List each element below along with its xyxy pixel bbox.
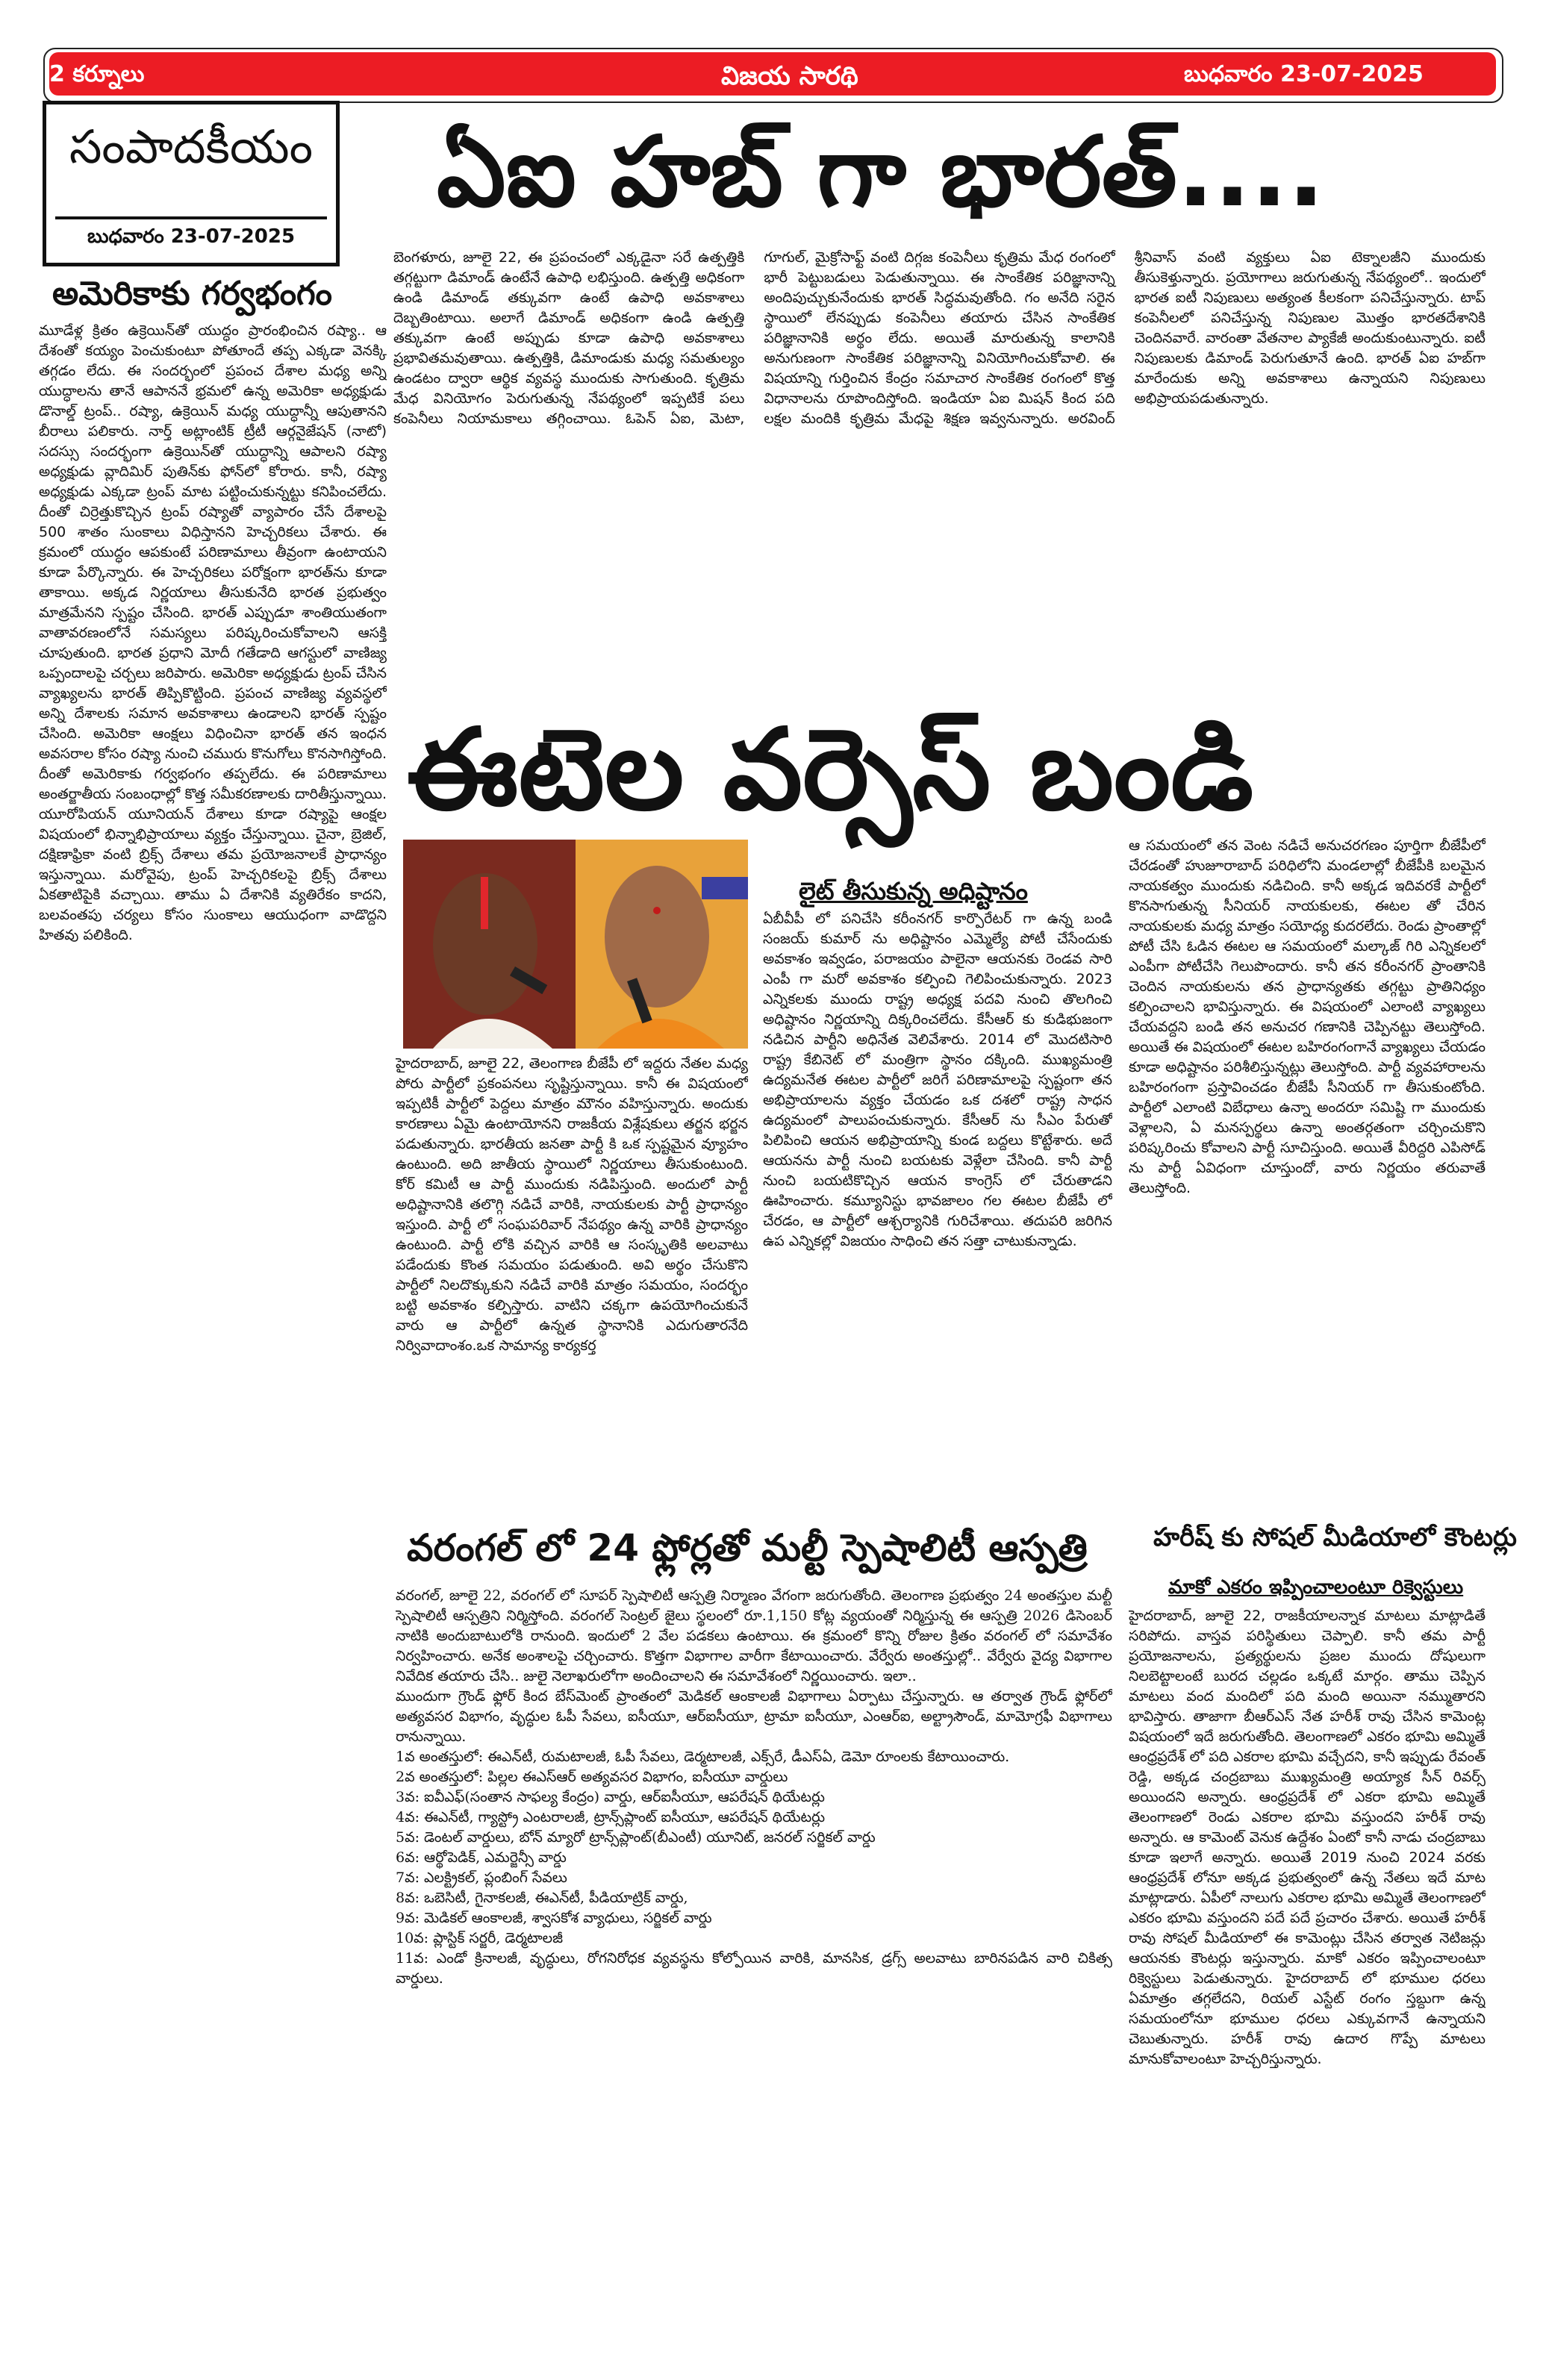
floor-item: 9వ: మెడికల్ ఆంకాలజీ, శ్వాసకోశ వ్యాధులు, సర్జికల్ వార్డు	[396, 1910, 712, 1926]
harish-subhead: మాకో ఎకరం ఇప్పించాలంటూ రిక్వెస్టులు	[1168, 1576, 1464, 1599]
floor-item: 6వ: ఆర్థోపెడిక్, ఎమర్జెన్సీ వార్డు	[396, 1849, 567, 1866]
floor-item: 8వ: ఒబెసిటీ, గైనాకలజీ, ఈఎన్‌టీ, పీడియాట్రిక్ వార్డు,	[396, 1890, 688, 1906]
editorial-date: బుధవారం 23-07-2025	[87, 225, 296, 248]
harish-body: హైదరాబాద్, జూలై 22, రాజకీయాలన్నాక మాటలు మాట్లాడితే సరిపోదు. వాస్తవ పరిస్థితులు చెప్పాలి. కానీ తమ పార్టీ ప్రయోజనాలను, ప్రత్యర్థులను ప్రజల ముందు దోషులుగా నిలబెట్టాలంటే బురద చల్లడం ఒక్కటే మార్గం. తాము చెప్పిన మాటలు వంద మందిలో పది మంది అయినా నమ్ముతారని భావిస్తారు. తాజాగా బీఆర్ఎస్ నేత హరీశ్ రావు చేసిన కామెంట్ల విషయంలో ఇదే జరుగుతోంది. తెలంగాణలో ఎకరం భూమి అమ్మితే ఆంధ్రప్రదేశ్ లో పది ఎకరాల భూమి వచ్చేదని, కానీ ఇప్పుడు రేవంత్ రెడ్డి, అక్కడ చంద్రబాబు ముఖ్యమంత్రి అయ్యాక సీన్ రివర్స్ అయిందని అన్నారు. ఆంధ్రప్రదేశ్ లో ఎకరా భూమి అమ్మితే తెలంగాణలో రెండు ఎకరాల భూమి వస్తుందని హరీశ్ రావు అన్నారు. ఆ కామెంట్ వెనుక ఉద్దేశం ఏంటో కానీ నాడు చంద్రబాబు కూడా ఇలాగే అన్నారు. అయితే 2019 నుంచి 2024 వరకు ఆంధ్రప్రదేశ్ లోనూ అక్కడ ప్రభుత్వంలో ఉన్న నేతలు ఇదే మాట మాట్లాడారు. ఏపీలో నాలుగు ఎకరాల భూమి అమ్మితే తెలంగాణలో ఎకరం భూమి వస్తుందని పదే పదే ప్రచారం చేశారు. అయితే హరీశ్ రావు సోషల్ మీడియాలో ఈ కామెంట్లు చేసిన తర్వాత నెటిజన్లు ఆయనకు కౌంటర్లు ఇస్తున్నారు. మాకో ఎకరం ఇప్పించాలంటూ రిక్వెస్టులు పెడుతున్నారు. హైదరాబాద్ లో భూముల ధరలు ఏమాత్రం తగ్గలేదని, రియల్ ఎస్టేట్ రంగం స్తబ్దుగా ఉన్న సమయంలోనూ భూముల ధరలు ఎక్కువగానే ఉన్నాయని చెబుతున్నారు. హరీశ్ రావు ఉదార గొప్పే మాటలు మానుకోవాలంటూ హెచ్చరిస్తున్నారు.	[1129, 1608, 1486, 2067]
editorial-body: మూడేళ్ల క్రితం ఉక్రెయిన్‌తో యుద్ధం ప్రారంభించిన రష్యా.. ఆ దేశంతో కయ్యం పెంచుకుంటూ పోతూందే తప్ప ఎక్కడా వెనక్కి తగ్గడం లేదు. ఈ సందర్భంలో ప్రపంచ దేశాల మధ్య అన్ని యుద్ధాలను తానే ఆపాననే భ్రమలో ఉన్న అమెరికా అధ్యక్షుడు డొనాల్డ్ ట్రంప్.. రష్యా, ఉక్రెయిన్ మధ్య యుద్ధాన్నీ ఆపుతానని బీరాలు పలికారు. నార్త్ అట్లాంటిక్ ట్రీటీ ఆర్గనైజేషన్ (నాటో) సదస్సు సందర్భంగా ఉక్రెయిన్‌తో యుద్ధాన్ని ఆపాలని రష్యా అధ్యక్షుడు వ్లాదిమిర్ పుతిన్‌కు ఫోన్‌లో కోరారు. కానీ, రష్యా అధ్యక్షుడు ఎక్కడా ట్రంప్ మాట పట్టించుకున్నట్టు కనిపించలేదు. దీంతో చిర్రెత్తుకొచ్చిన ట్రంప్ రష్యాతో వ్యాపారం చేసే దేశాలపై 500 శాతం సుంకాలు విధిస్తానని హెచ్చరికలు చేశారు. ఈ క్రమంలో యుద్ధం ఆపకుంటే పరిణామాలు తీవ్రంగా ఉంటాయని కూడా పేర్కొన్నారు. ఈ హెచ్చరికలు పరోక్షంగా భారత్‌ను కూడా తాకాయి. అక్కడ నిర్ణయాలు తీసుకునేది భారత ప్రభుత్వం మాత్రమేనని స్పష్టం చేసింది. భారత్ ఎప్పుడూ శాంతియుతంగా వాతావరణంలోనే సమస్యలు పరిష్కరించుకోవాలని ఆసక్తి చూపుతుంది. భారత ప్రధాని మోదీ గతేడాది ఆగస్టులో వాణిజ్య ఒప్పందాలపై చర్చలు జరిపారు. అమెరికా అధ్యక్షుడు ట్రంప్ చేసిన వ్యాఖ్యలను భారత్ తిప్పికొట్టింది. ప్రపంచ వాణిజ్య వ్యవస్థలో అన్ని దేశాలకు సమాన అవకాశాలు ఉండాలని భారత్ స్పష్టం చేసింది. అమెరికా ఆంక్షలు విధించినా భారత్ తన ఇంధన అవసరాల కోసం రష్యా నుంచి చమురు కొనుగోలు కొనసాగిస్తోంది. దీంతో అమెరికాకు గర్వభంగం తప్పలేదు. ఈ పరిణామాలు అంతర్జాతీయ సంబంధాల్లో కొత్త సమీకరణాలకు దారితీస్తున్నాయి. యూరోపియన్ యూనియన్ దేశాలు కూడా రష్యాపై ఆంక్షల విషయంలో భిన్నాభిప్రాయాలు వ్యక్తం చేస్తున్నాయి. చైనా, బ్రెజిల్, దక్షిణాఫ్రికా వంటి బ్రిక్స్ దేశాలు తమ ప్రయోజనాలకే ప్రాధాన్యం ఇస్తున్నాయి. మరోవైపు, ట్రంప్ హెచ్చరికలపై బ్రిక్స్ దేశాలు ఏకతాటిపైకి వచ్చాయి. తాము ఏ దేశానికి వ్యతిరేకం కాదని, బలవంతపు చర్యలు కోసం సుంకాలు ఆయుధంగా వాడొద్దని హితవు పలికింది.	[39, 322, 387, 943]
floor-item: 11వ: ఎండో క్రినాలజీ, వృద్ధులు, రోగనిరోధక వ్యవస్థను కోల్పోయిన వారికి, మానసిక, డ్రగ్స్ అలవాటు బారినపడిన వారి చికిత్స వార్డులు.	[396, 1950, 1112, 1987]
floor-item: 2వ అంతస్తులో: పిల్లల ఈఎస్ఆర్ అత్యవసర విభాగం, ఐసీయూ వార్డులు	[396, 1769, 788, 1785]
warangal-body: వరంగల్, జూలై 22, వరంగల్ లో సూపర్ స్పెషాలిటీ ఆస్పత్రి నిర్మాణం వేగంగా జరుగుతోంది. తెలంగాణ ప్రభుత్వం 24 అంతస్తుల మల్టీ స్పెషాలిటీ ఆస్పత్రిని నిర్మిస్తోంది. వరంగల్ సెంట్రల్ జైలు స్థలంలో రూ.1,150 కోట్ల వ్యయంతో నిర్మిస్తున్న ఈ ఆస్పత్రి 2026 డిసెంబర్ నాటికి అందుబాటులోకి రానుంది. ఇందులో 2 వేల పడకలు ఉంటాయి. ఈ క్రమంలో కొన్ని రోజుల క్రితం వరంగల్ లో సమావేశం నిర్వహించారు. అనేక అంశాలపై చర్చించారు. కొత్తగా విభాగాల వారీగా కేటాయించారు. వేర్వేరు అంతస్తుల్లో.. వేర్వేరు వైద్య విభాగాల నివేదిక తయారు చేసి.. జులై నెలాఖరులోగా అందించాలని ఈ సమావేశంలో నిర్ణయించారు. ఇలా.. ముందుగా గ్రౌండ్ ఫ్లోర్ కింద బేస్‌మెంట్ ప్రాంతంలో మెడికల్ ఆంకాలజీ విభాగాలు ఏర్పాటు చేస్తున్నారు. ఆ తర్వాత గ్రౌండ్ ఫ్లోర్‌లో అత్యవసర విభాగం, వృద్ధుల ఓపీ సేవలు, ఐసీయూ, ఆర్ఐసీయూ, ట్రామా ఐసీయూ, ఎంఆర్ఐ, అల్ట్రాసౌండ్, మామోగ్రఫీ విభాగాలు రానున్నాయి. 1వ అంతస్తులో: ఈఎన్‌టీ, రుమటాలజీ, ఓపీ సేవలు, డెర్మటాలజీ, ఎక్స్‌రే, డీఎస్ఏ, డెమో రూంలకు కేటాయించారు. 2వ అంతస్తులో: పిల్లల ఈఎస్ఆర్ అత్యవసర విభాగం, ఐసీయూ వార్డులు 3వ: ఐవీఎఫ్(సంతాన సాఫల్య కేంద్రం) వార్డు, ఆర్ఐసీయూ, ఆపరేషన్ థియేటర్లు 4వ: ఈఎన్‌టీ, గ్యాస్ట్రో ఎంటరాలజీ, ట్రాన్స్‌ప్లాంట్ ఐసీయూ, ఆపరేషన్ థియేటర్లు 5వ: డెంటల్ వార్డులు, బోన్ మ్యారో ట్రాన్స్‌ప్లాంట్(బీఎంటీ) యూనిట్, జనరల్ సర్జికల్ వార్డు 6వ: ఆర్థోపెడిక్, ఎమర్జెన్సీ వార్డు 7వ: ఎలక్ట్రికల్, ప్లంబింగ్ సేవలు 8వ: ఒబెసిటీ, గైనాకలజీ, ఈఎన్‌టీ, పీడియాట్రిక్ వార్డు, 9వ: మెడికల్ ఆంకాలజీ, శ్వాసకోశ వ్యాధులు, సర్జికల్ వార్డు 10వ: ప్లాస్టిక్ సర్జరీ, డెర్మటాలజీ 11వ: ఎండో క్రినాలజీ, వృద్ధులు, రోగనిరోధక వ్యవస్థను కోల్పోయిన వారికి, మానసిక, డ్రగ్స్ అలవాటు బారినపడిన వారి చికిత్స వార్డులు.	[396, 1586, 1112, 2370]
floor-item: 3వ: ఐవీఎఫ్(సంతాన సాఫల్య కేంద్రం) వార్డు, ఆర్ఐసీయూ, ఆపరేషన్ థియేటర్లు	[396, 1789, 825, 1805]
leaders-photo	[403, 840, 748, 1049]
etela-subhead: లైట్ తీసుకున్న అధిష్టానం	[799, 877, 1028, 905]
newspaper-name: విజయ సారథి	[721, 61, 858, 91]
floor-item: 7వ: ఎలక్ట్రికల్, ప్లంబింగ్ సేవలు	[396, 1870, 567, 1886]
floor-item: 4వ: ఈఎన్‌టీ, గ్యాస్ట్రో ఎంటరాలజీ, ట్రాన్స్‌ప్లాంట్ ఐసీయూ, ఆపరేషన్ థియేటర్లు	[396, 1809, 826, 1825]
floor-item: 1వ అంతస్తులో: ఈఎన్‌టీ, రుమటాలజీ, ఓపీ సేవలు, డెర్మటాలజీ, ఎక్స్‌రే, డీఎస్ఏ, డెమో రూంలకు కేటాయించారు.	[396, 1749, 1010, 1765]
divider	[55, 216, 327, 219]
harish-headline: హరీష్ కు సోషల్ మీడియాలో కౌంటర్లు	[1153, 1522, 1517, 1552]
masthead-bar	[49, 52, 1496, 96]
etela-body-3: ఆ సమయంలో తన వెంట నడిచే అనుచరగణం పూర్తిగా బీజేపీలో చేరడంతో హుజూరాబాద్ పరిధిలోని మండలాల్లో బీజేపీకి బలమైన నాయకత్వం ముందుకు నడిచింది. కానీ అక్కడ ఇదివరకే పార్టీలో కొనసాగుతున్న సీనియర్ నాయకులకు, ఈటల తో చేరిన నాయకులకు మధ్య మాత్రం సయోధ్య కుదరలేదు. రెండు ప్రాంతాల్లో పోటీ చేసి ఓడిన ఈటల ఆ సమయంలో మల్కాజ్ గిరి ఎన్నికలలో ఎంపీగా పోటీచేసి గెలుపొందారు. కానీ తన కరీంనగర్ ప్రాంతానికి చెందిన నాయకులను తన ప్రాధాన్యతకు తగ్గట్టు ప్రాతినిధ్యం కల్పించాలని భావిస్తున్నారు. ఈ విషయంలో ఎలాంటి వ్యాఖ్యలు చేయవద్దని బండి తన అనుచర గణానికి చెప్పినట్టు తెలుస్తోంది. అయితే ఈ విషయంలో ఈటల బహిరంగంగానే వ్యాఖ్యలు చేయడం కూడా అధిష్టానం పరిశీలిస్తున్నట్లు తెలుస్తోంది. పార్టీ వ్యవహారాలను బహిరంగంగా ప్రస్తావించడం బీజేపీ సీనియర్ గా తీసుకుంటోంది. పార్టీలో ఎలాంటి విబేధాలు ఉన్నా అందరూ సమిష్టి గా ముందుకు వెళ్లాలని, ఏ మనస్పర్థలు ఉన్నా అంతర్గతంగా చర్చించుకొని పరిష్కరించు కోవాలని పార్టీ సూచిస్తుంది. అయితే వీరిద్దరి ఎపిసోడ్ ను పార్టీ ఏవిధంగా చూస్తుందో, వారు నిర్ణయం తరువాతే తెలుస్తోంది.	[1129, 837, 1486, 1196]
editorial-headline: అమెరికాకు గర్వభంగం	[52, 275, 332, 313]
masthead-date: బుధవారం 23-07-2025	[1184, 61, 1424, 87]
etela-headline: ఈటెల వర్సెస్ బండి	[407, 705, 1254, 835]
page-label: 2 కర్నూలు	[49, 61, 145, 87]
floor-item: 10వ: ప్లాస్టిక్ సర్జరీ, డెర్మటాలజీ	[396, 1930, 564, 1946]
editorial-title: సంపాదకీయం	[69, 119, 314, 174]
ai-body: బెంగళూరు, జూలై 22, ఈ ప్రపంచంలో ఎక్కడైనా సరే ఉత్పత్తికి తగ్గట్టుగా డిమాండ్ ఉంటేనే ఉపాధి లభిస్తుంది. ఉత్పత్తి అధికంగా ఉండి డిమాండ్ తక్కువగా ఉంటే ఉపాధి అవకాశాలు దెబ్బతింటాయి. అలాగే డిమాండ్ అధికంగా ఉండి ఉత్పత్తి తక్కువగా ఉంటే అప్పుడు కూడా ఉపాధి అవకాశాలు ప్రభావితమవుతాయి. ఉత్పత్తికి, డిమాండుకు మధ్య సమతుల్యం ఉండటం ద్వారా ఆర్థిక వ్యవస్థ ముందుకు సాగుతుంది. కృత్రిమ మేధ వినియోగం పెరుగుతున్న నేపథ్యంలో ఇప్పటికే పలు కంపెనీలు నియామకాలు తగ్గించాయి. ఓపెన్ ఏఐ, మెటా, గూగుల్, మైక్రోసాఫ్ట్ వంటి దిగ్గజ కంపెనీలు కృత్రిమ మేధ రంగంలో భారీ పెట్టుబడులు పెడుతున్నాయి. ఈ సాంకేతిక పరిజ్ఞానాన్ని అందిపుచ్చుకునేందుకు భారత్ సిద్ధమవుతోంది. గం అనేది సరైన స్థాయిలో లేనప్పుడు కంపెనీలు తయారు చేసిన సాంకేతిక పరిజ్ఞానానికి అర్థం లేదు. అయితే మారుతున్న కాలానికి అనుగుణంగా సాంకేతిక పరిజ్ఞానాన్ని వినియోగించుకోవాలి. ఈ విషయాన్ని గుర్తించిన కేంద్రం సమాచార సాంకేతిక రంగంలో కొత్త విధానాలను రూపొందిస్తోంది. ఇండియా ఏఐ మిషన్ కింద పది లక్షల మందికి కృత్రిమ మేధపై శిక్షణ ఇవ్వనున్నారు. అరవింద్ శ్రీనివాస్ వంటి వ్యక్తులు ఏఐ టెక్నాలజీని ముందుకు తీసుకెళ్తున్నారు. ప్రయోగాలు జరుగుతున్న నేపథ్యంలో.. ఇందులో భారత ఐటీ నిపుణులు అత్యంత కీలకంగా పనిచేస్తున్నారు. టాప్ కంపెనీలలో పనిచేస్తున్న నిపుణుల మొత్తం భారతదేశానికి చెందినవారే. వారంతా వేతనాల ప్యాకేజీ అందుకుంటున్నారు. ఐటీ నిపుణులకు డిమాండ్ పెరుగుతూనే ఉంది. భారత్ ఏఐ హబ్‌గా మారేందుకు అన్ని అవకాశాలు ఉన్నాయని నిపుణులు అభిప్రాయపడుతున్నారు.	[393, 249, 1486, 427]
floor-item: 5వ: డెంటల్ వార్డులు, బోన్ మ్యారో ట్రాన్స్‌ప్లాంట్(బీఎంటీ) యూనిట్, జనరల్ సర్జికల్ వార్డు	[396, 1829, 876, 1846]
editorial-box	[43, 101, 340, 266]
etela-body-1: హైదరాబాద్, జూలై 22, తెలంగాణ బీజేపీ లో ఇద్దరు నేతల మధ్య పోరు పార్టీలో ప్రకంపనలు సృష్టిస్తున్నాయి. కానీ ఈ విషయంలో ఇప్పటికీ పార్టీలో పెద్దలు మాత్రం మౌనం వహిస్తున్నారు. అందుకు కారణాలు ఏమై ఉంటాయోనని రాజకీయ విశ్లేషకులు తర్జన భర్జన పడుతున్నారు. భారతీయ జనతా పార్టీ కి ఒక స్పష్టమైన వ్యూహం ఉంటుంది. అది జాతీయ స్థాయిలో నిర్ణయాలు తీసుకుంటుంది. కోర్ కమిటీ ఆ పార్టీ ముందుకు నడిపిస్తుంది. అందులో పార్టీ అధిష్టానానికి తలొగ్గి నడిచే వారికి, నాయకులకు పార్టీ ప్రాధాన్యం ఇస్తుంది. పార్టీ లో సంఘపరివార్ నేపథ్యం ఉన్న వారికి ప్రాధాన్యం ఉంటుంది. పార్టీ లోకి వచ్చిన వారికి ఆ సంస్కృతికి అలవాటు పడేందుకు కొంత సమయం పడుతుంది. అవి అర్థం చేసుకొని పార్టీలో నిలదొక్కుకుని నడిచే వారికి మాత్రం సమయం, సందర్భం బట్టి అవకాశం కల్పిస్తారు. వాటిని చక్కగా ఉపయోగించుకునే వారు ఆ పార్టీలో ఉన్నత స్థానానికి ఎదుగుతారనేది నిర్వివాదాంశం.ఒక సామాన్య కార్యకర్త	[396, 1055, 748, 1354]
etela-body-2: ఏబీవీపీ లో పనిచేసి కరీంనగర్ కార్పొరేటర్ గా ఉన్న బండి సంజయ్ కుమార్ ను అధిష్టానం ఎమ్మెల్యే పోటీ చేసేందుకు అవకాశం ఇవ్వడం, పరాజయం పాలైనా ఆయనకు రెండవ సారి ఎంపీ గా మరో అవకాశం కల్పించి గెలిపించుకున్నారు. 2023 ఎన్నికలకు ముందు రాష్ట్ర అధ్యక్ష పదవి నుంచి తొలగించి అధిష్టానం నిర్ణయాన్ని దిక్కరించలేదు. కేసీఆర్ కు కుడిభుజంగా నడిచిన పార్టీని అధినేత వెలివేశారు. 2014 లో మొదటిసారి రాష్ట్ర కేబినెట్ లో మంత్రిగా స్థానం దక్కింది. ముఖ్యమంత్రి ఉద్యమనేత ఈటల పార్టీలో జరిగే పరిణామాలపై స్పష్టంగా తన అభిప్రాయాలను వ్యక్తం చేయడం ఒక దశలో రాష్ట్ర సాధన ఉద్యమంలో పాలుపంచుకున్నారు. కేసీఆర్ ను సీఎం పేరుతో పిలిపించి ఆయన అభిప్రాయాన్ని కుండ బద్దలు కొట్టేశారు. అదే ఆయనను పార్టీ నుంచి బయటకు వెళ్లేలా చేసింది. కానీ పార్టీ నుంచి బయటికొచ్చిన ఆయన కాంగ్రెస్ లో చేరుతాడని ఊహించారు. కమ్యూనిస్టు భావజాలం గల ఈటల బీజేపీ లో చేరడం, ఆ పార్టీలో ఆశ్చర్యానికి గురిచేశాయి. తదుపరి జరిగిన ఉప ఎన్నికల్లో విజయం సాధించి తన సత్తా చాటుకున్నాడు.	[763, 911, 1112, 1249]
warangal-headline: వరంగల్ లో 24 ఫ్లోర్లతో మల్టీ స్పెషాలిటీ ఆస్పత్రి	[407, 1526, 1088, 1570]
ai-headline: ఏఐ హబ్ గా భారత్....	[437, 115, 1325, 228]
